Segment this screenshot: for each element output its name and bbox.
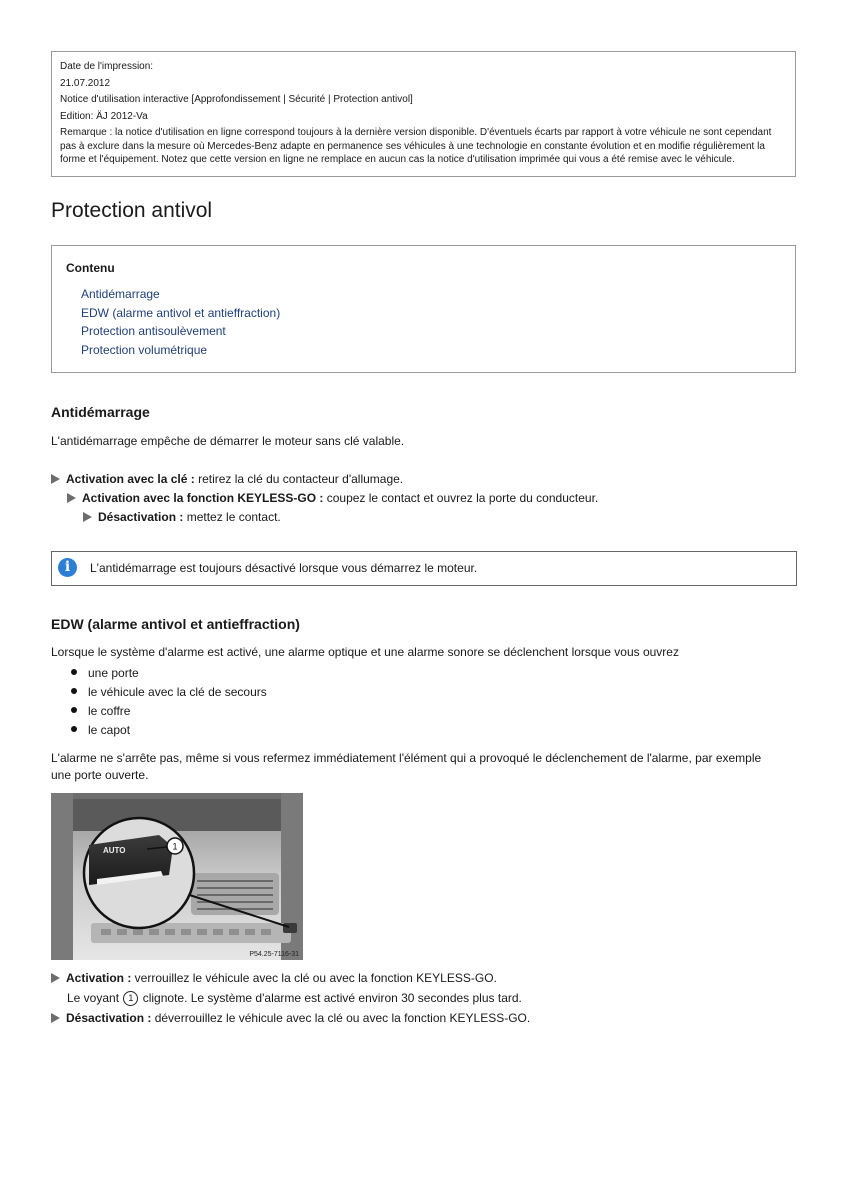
indicator-prefix: Le voyant [67, 991, 123, 1005]
step-label: Désactivation : [98, 510, 184, 524]
list-item-text: le véhicule avec la clé de secours [88, 685, 267, 699]
step-text: déverrouillez le véhicule avec la clé ou avec la fonction KEYLESS-GO. [151, 1011, 531, 1025]
print-info-box [51, 51, 796, 177]
antidemarrage-intro: L'antidémarrage empêche de démarrer le moteur sans clé valable. [51, 434, 405, 448]
list-item-text: une porte [88, 666, 139, 680]
remark: Remarque : la notice d'utilisation en ligne correspond toujours à la dernière version disponible. D'éventuels écarts par rapport à votre véhicule ne sont cependant pas à exclure dans la mesure où Mercedes-Benz adapte en permanence ses véhicules à une technologie en constante évolution et en modifie régulièrement la forme et l'équipement. Notez que cette version en ligne ne remplace en aucun cas la notice d'utilisation imprimée qui vous a été remise avec le véhicule. [60, 127, 772, 166]
list-item-text: le capot [88, 723, 131, 737]
table-of-contents [51, 245, 796, 373]
section-heading-edw: EDW (alarme antivol et antieffraction) [51, 616, 300, 632]
bullet-icon [71, 688, 77, 694]
bullet-icon [71, 669, 77, 675]
list-item [71, 703, 130, 719]
info-icon: i [58, 558, 77, 577]
list-item-text: le coffre [88, 704, 131, 718]
edition: Edition: ÄJ 2012-Va [60, 110, 148, 122]
step-text: retirez la clé du contacteur d'allumage. [194, 472, 404, 486]
step-text: mettez le contact. [183, 510, 281, 524]
image-code: P54.25-7116-31 [249, 951, 299, 958]
arrow-right-icon [83, 512, 92, 522]
info-note [51, 551, 797, 586]
step-label: Désactivation : [66, 1011, 152, 1025]
list-item [71, 665, 139, 681]
toc-link-antidemarrage[interactable]: Antidémarrage [81, 287, 160, 301]
step-label: Activation avec la fonction KEYLESS-GO : [82, 491, 324, 505]
bullet-icon [71, 726, 77, 732]
step-label: Activation avec la clé : [66, 472, 195, 486]
arrow-right-icon [51, 474, 60, 484]
arrow-right-icon [67, 493, 76, 503]
list-item [71, 684, 267, 700]
step-text: verrouillez le véhicule avec la clé ou avec la fonction KEYLESS-GO. [131, 971, 497, 985]
toc-link-volumetrique[interactable]: Protection volumétrique [81, 343, 208, 357]
print-date: 21.07.2012 [60, 77, 111, 89]
dashboard-photo [51, 793, 303, 960]
bullet-icon [71, 707, 77, 713]
edw-note: L'alarme ne s'arrête pas, même si vous refermez immédiatement l'élément qui a provoqué le déclenchement de l'alarme, par exemple une porte ouverte. [51, 751, 762, 782]
indicator-note [67, 990, 522, 1006]
auto-button-label: AUTO [103, 846, 126, 855]
step-activation-keyless [67, 490, 598, 506]
indicator-suffix: clignote. Le système d'alarme est activé environ 30 secondes plus tard. [139, 991, 522, 1005]
step-label: Activation : [66, 971, 132, 985]
toc-link-antisoulevement[interactable]: Protection antisoulèvement [81, 324, 226, 338]
step-alarm-deactivation [51, 1010, 530, 1026]
step-deactivation [83, 509, 281, 525]
page-title: Protection antivol [51, 199, 213, 222]
dashboard-illustration [51, 793, 303, 960]
section-heading-antidemarrage: Antidémarrage [51, 404, 150, 420]
arrow-right-icon [51, 1013, 60, 1023]
step-activation-key [51, 471, 403, 487]
info-text: L'antidémarrage est toujours désactivé lorsque vous démarrez le moteur. [90, 561, 478, 575]
step-text: coupez le contact et ouvrez la porte du conducteur. [323, 491, 599, 505]
toc-link-edw[interactable]: EDW (alarme antivol et antieffraction) [81, 306, 281, 320]
print-date-label: Date de l'impression: [60, 61, 154, 72]
callout-1-icon: 1 [123, 991, 138, 1006]
list-item [71, 722, 130, 738]
step-alarm-activation [51, 970, 497, 986]
callout-number: 1 [172, 841, 178, 852]
toc-title: Contenu [66, 261, 115, 275]
edw-intro: Lorsque le système d'alarme est activé, une alarme optique et une alarme sonore se déclenchent lorsque vous ouvrez [51, 645, 679, 659]
arrow-right-icon [51, 973, 60, 983]
breadcrumb: Notice d'utilisation interactive [Approfondissement | Sécurité | Protection antivol] [60, 94, 413, 106]
